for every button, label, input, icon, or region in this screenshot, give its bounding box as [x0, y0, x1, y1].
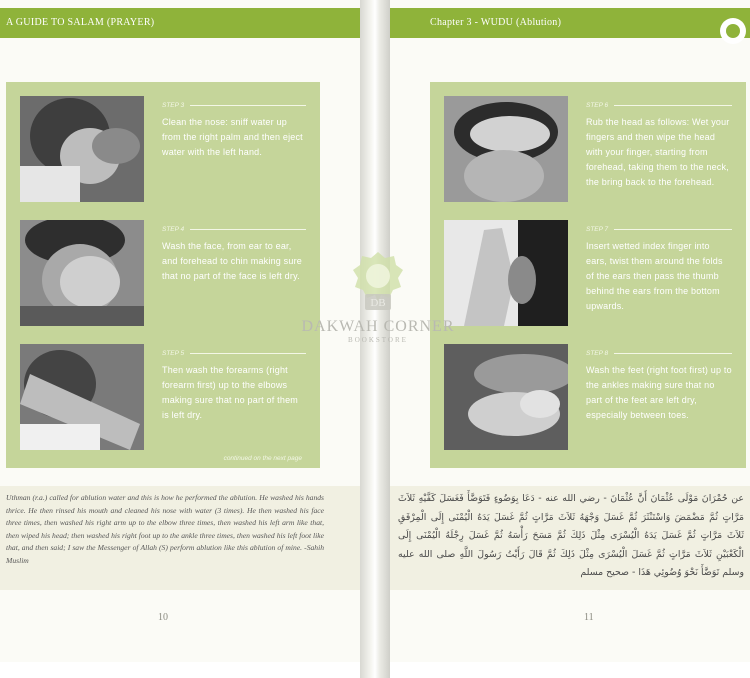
step-6-rule	[614, 105, 732, 106]
right-page-number: 11	[584, 612, 594, 623]
step-4-label: STEP 4	[162, 226, 185, 233]
step-8-label: STEP 8	[586, 350, 609, 357]
left-hadith-box	[0, 486, 366, 590]
step-6-label: STEP 6	[586, 102, 609, 109]
right-hadith-box	[384, 486, 750, 590]
step-8-photo	[444, 344, 568, 450]
watermark-logo-letters: DB	[370, 297, 386, 309]
left-header-title: A GUIDE TO SALAM (PRAYER)	[6, 17, 155, 28]
step-3-label: STEP 3	[162, 102, 185, 109]
step-3-photo	[20, 96, 144, 202]
step-5-rule	[190, 353, 306, 354]
step-3-text-block	[162, 102, 306, 160]
step-4-photo	[20, 220, 144, 326]
step-8-description: Wash the feet (right foot first) up to the ankles making sure that no part of the feet are left dry, especially between toes.	[586, 365, 732, 420]
step-3-description: Clean the nose: sniff water up from the right palm and then eject water with the left hand.	[162, 117, 303, 157]
step-6-photo	[444, 96, 568, 202]
step-6-text-block	[586, 102, 732, 190]
step-7-rule	[614, 229, 732, 230]
step-3	[6, 90, 320, 202]
step-4-text-block	[162, 226, 306, 284]
watermark-subtitle: BOOKSTORE	[348, 336, 408, 344]
right-header-title: Chapter 3 - WUDU (Ablution)	[430, 17, 562, 28]
step-5-text-block	[162, 350, 306, 423]
hadith-english: Uthman (r.a.) called for ablution water and this is how he performed the ablution. He washed his hands thrice. He then rinsed his mouth and cleaned his nose with water (3 times). He then washed his face three times, then washed his right arm up to the elbow three times, then washed his left arm like that, then wiped his head; then washed his right foot up to the ankle three times, then washed his left foot like that, and then said; I saw the Messenger of Allah (S) perform ablution like this ablution of mine. -Sahih Muslim	[6, 493, 324, 565]
chapter-leaf-icon	[720, 18, 746, 44]
step-8	[430, 338, 746, 450]
step-4-rule	[190, 229, 306, 230]
step-5-label: STEP 5	[162, 350, 185, 357]
watermark-title: DAKWAH CORNER	[301, 318, 455, 335]
step-3-rule	[190, 105, 306, 106]
step-4	[6, 214, 320, 326]
step-7	[430, 214, 746, 326]
step-7-description: Insert wetted index finger into ears, twist them around the folds of the ears then pass the thumb behind the ears from the bottom upwards.	[586, 241, 723, 311]
continued-note: continued on the next page	[223, 455, 302, 462]
left-steps-panel	[6, 82, 320, 468]
step-6-description: Rub the head as follows: Wet your fingers and then wipe the head with your finger, starting from forehead, taking them to the neck, the bring back to the forehead.	[586, 117, 730, 187]
step-8-rule	[614, 353, 732, 354]
hadith-arabic: عن حُمْرَانَ مَوْلَى عُثْمَانَ أَنَّ عُثْمَانَ - رضي الله عنه - دَعَا بِوَضُوءٍ فَتَوَضَّأَ فَغَسَلَ كَفَّيْهِ ثَلاَثَ مَرَّاتٍ ثُمَّ مَضْمَضَ وَاسْتَنْثَرَ ثُمَّ غَسَلَ وَجْهَهُ ثَلاَثَ مَرَّاتٍ ثُمَّ غَسَلَ يَدَهُ الْيُمْنَى إِلَى الْمِرْفَقِ ثَلاَثَ مَرَّاتٍ ثُمَّ غَسَلَ يَدَهُ الْيُسْرَى مِثْلَ ذَلِكَ ثُمَّ مَسَحَ رَأْسَهُ ثُمَّ غَسَلَ رِجْلَهُ الْيُمْنَى إِلَى الْكَعْبَيْنِ ثَلاَثَ مَرَّاتٍ ثُمَّ غَسَلَ الْيُسْرَى مِثْلَ ذَلِكَ ثُمَّ قَالَ رَأَيْتُ رَسُولَ اللَّهِ صلى الله عليه وسلم تَوَضَّأَ نَحْوَ وُضُوئِي هَذَا - صحيح مسلم	[398, 493, 744, 579]
left-page-number: 10	[158, 612, 168, 623]
watermark-logo	[351, 250, 405, 312]
step-5-photo	[20, 344, 144, 450]
step-5-description: Then wash the forearms (right forearm first) up to the elbows making sure that no part of them is left dry.	[162, 365, 298, 420]
step-4-description: Wash the face, from ear to ear, and forehead to chin making sure that no part of the face is left dry.	[162, 241, 302, 281]
step-5	[6, 338, 320, 450]
right-page-header	[384, 8, 750, 38]
step-7-label: STEP 7	[586, 226, 609, 233]
step-6	[430, 90, 746, 202]
step-7-text-block	[586, 226, 732, 314]
step-8-text-block	[586, 350, 732, 423]
store-watermark	[298, 250, 458, 380]
left-page-header	[0, 8, 366, 38]
right-steps-panel	[430, 82, 746, 468]
step-7-photo	[444, 220, 568, 326]
